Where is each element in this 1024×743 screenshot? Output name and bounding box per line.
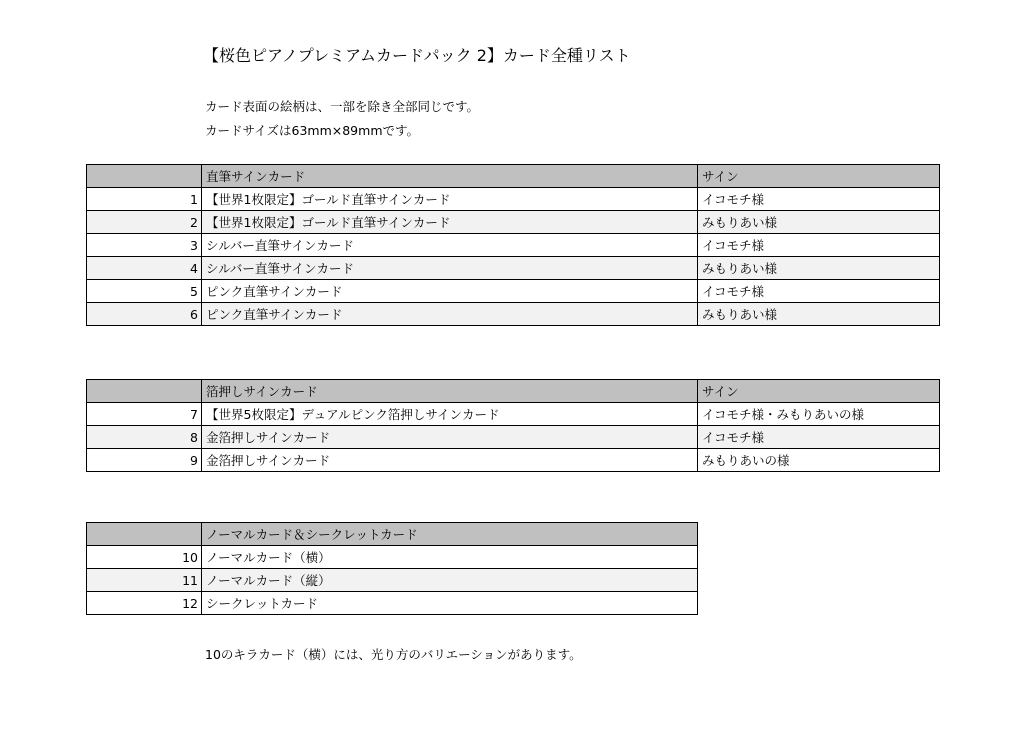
cell-number: 8 [87,426,202,449]
cell-card-name: 【世界1枚限定】ゴールド直筆サインカード [202,188,698,211]
cell-number: 11 [87,569,202,592]
cell-card-name: 【世界5枚限定】デュアルピンク箔押しサインカード [202,403,698,426]
cell-card-name: シークレットカード [202,592,698,615]
cell-card-name: 金箔押しサインカード [202,449,698,472]
header-sign: サイン [698,165,940,188]
header-card-name: 直筆サインカード [202,165,698,188]
table-row [87,546,698,569]
page-title: 【桜色ピアノプレミアムカードパック 2】カード全種リスト [203,46,631,65]
foil-card-table [86,379,940,472]
cell-sign: みもりあい様 [698,211,940,234]
note-foil-variation: 10のキラカード（横）には、光り方のバリエーションがあります。 [205,647,582,662]
table-row [87,257,940,280]
table-row [87,592,698,615]
table-row [87,303,940,326]
cell-sign: イコモチ様 [698,426,940,449]
table-header-row [87,165,940,188]
cell-card-name: ピンク直筆サインカード [202,280,698,303]
header-card-name: ノーマルカード＆シークレットカード [202,523,698,546]
header-sign: サイン [698,380,940,403]
cell-card-name: ノーマルカード（縦） [202,569,698,592]
table-row [87,449,940,472]
cell-number: 1 [87,188,202,211]
cell-sign: みもりあいの様 [698,449,940,472]
header-number [87,380,202,403]
cell-card-name: シルバー直筆サインカード [202,257,698,280]
cell-number: 2 [87,211,202,234]
cell-number: 5 [87,280,202,303]
cell-card-name: 金箔押しサインカード [202,426,698,449]
cell-card-name: ピンク直筆サインカード [202,303,698,326]
table-row [87,211,940,234]
table-row [87,234,940,257]
table-row [87,403,940,426]
cell-number: 3 [87,234,202,257]
cell-card-name: ノーマルカード（横） [202,546,698,569]
note-design: カード表面の絵柄は、一部を除き全部同じです。 [205,99,480,114]
note-size: カードサイズは63mm×89mmです。 [205,123,419,138]
table-row [87,280,940,303]
cell-number: 4 [87,257,202,280]
header-card-name: 箔押しサインカード [202,380,698,403]
cell-sign: みもりあい様 [698,303,940,326]
cell-card-name: 【世界1枚限定】ゴールド直筆サインカード [202,211,698,234]
cell-number: 10 [87,546,202,569]
cell-number: 9 [87,449,202,472]
cell-sign: イコモチ様・みもりあいの様 [698,403,940,426]
cell-sign: イコモチ様 [698,188,940,211]
table-row [87,426,940,449]
cell-number: 12 [87,592,202,615]
cell-card-name: シルバー直筆サインカード [202,234,698,257]
header-number [87,165,202,188]
header-number [87,523,202,546]
normal-card-table [86,522,698,615]
cell-number: 6 [87,303,202,326]
table-row [87,188,940,211]
signed-card-table [86,164,940,326]
table-row [87,569,698,592]
table-header-row [87,380,940,403]
cell-sign: イコモチ様 [698,280,940,303]
cell-number: 7 [87,403,202,426]
table-header-row [87,523,698,546]
cell-sign: みもりあい様 [698,257,940,280]
cell-sign: イコモチ様 [698,234,940,257]
